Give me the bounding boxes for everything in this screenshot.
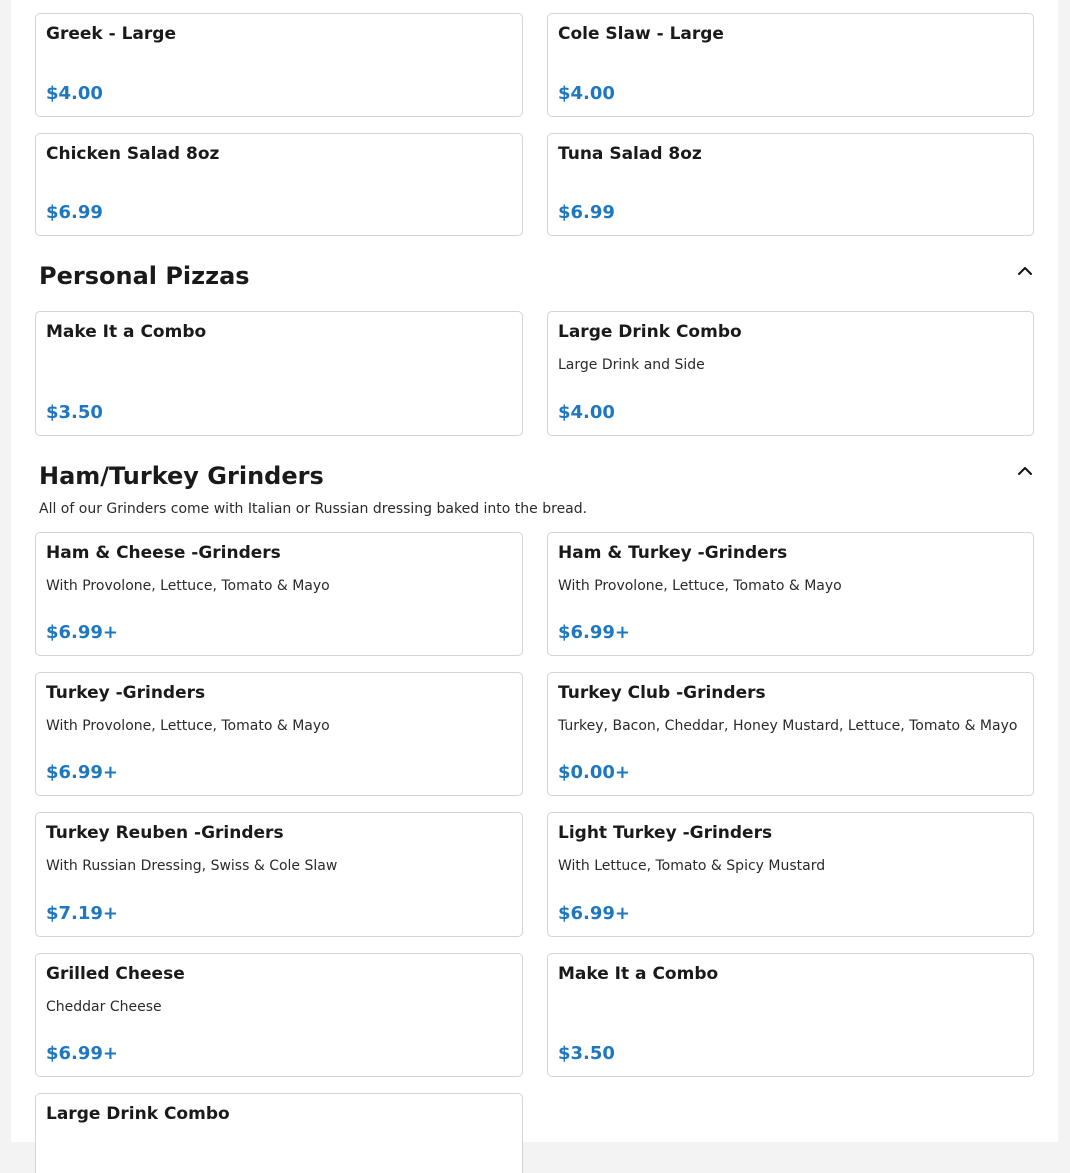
item-description: Turkey, Bacon, Cheddar, Honey Mustard, Lettuce, Tomato & Mayo (558, 718, 1018, 734)
item-price: $6.99+ (46, 762, 119, 783)
item-price: $6.99 (558, 202, 615, 223)
menu-item-card[interactable] (35, 812, 523, 937)
chevron-up-icon[interactable] (1016, 263, 1034, 277)
menu-page (11, 0, 1058, 1142)
menu-item-card[interactable] (35, 532, 523, 656)
item-price: $6.99+ (558, 903, 631, 924)
menu-item-card[interactable] (35, 13, 523, 117)
item-description: Cheddar Cheese (46, 999, 162, 1015)
item-name: Cole Slaw - Large (558, 24, 724, 44)
menu-item-card[interactable] (547, 672, 1034, 796)
item-description: With Provolone, Lettuce, Tomato & Mayo (46, 718, 330, 734)
section-description: All of our Grinders come with Italian or Russian dressing baked into the bread. (39, 501, 588, 517)
item-price: $6.99+ (558, 622, 631, 643)
item-price: $3.50 (558, 1043, 615, 1064)
menu-item-card[interactable] (547, 532, 1034, 656)
section-title-ham-turkey-grinders: Ham/Turkey Grinders (39, 462, 324, 490)
item-price: $6.99 (46, 202, 103, 223)
menu-item-card[interactable] (547, 311, 1034, 436)
item-price: $7.19+ (46, 903, 119, 924)
item-description: Large Drink and Side (558, 357, 705, 373)
section-title-personal-pizzas: Personal Pizzas (39, 262, 250, 290)
item-description: With Provolone, Lettuce, Tomato & Mayo (46, 578, 330, 594)
item-price: $6.99+ (46, 1043, 119, 1064)
item-name: Make It a Combo (558, 964, 719, 984)
item-name: Turkey -Grinders (46, 683, 206, 703)
item-name: Make It a Combo (46, 322, 207, 342)
item-price: $3.50 (46, 402, 103, 423)
item-price: $0.00+ (558, 762, 631, 783)
item-description: With Russian Dressing, Swiss & Cole Slaw (46, 858, 338, 874)
item-name: Grilled Cheese (46, 964, 185, 984)
item-description: With Provolone, Lettuce, Tomato & Mayo (558, 578, 842, 594)
menu-item-card[interactable] (35, 1093, 523, 1173)
menu-item-card[interactable] (35, 953, 523, 1077)
item-price: $4.00 (46, 83, 103, 104)
item-name: Large Drink Combo (46, 1104, 230, 1124)
menu-item-card[interactable] (547, 812, 1034, 937)
item-name: Large Drink Combo (558, 322, 742, 342)
item-name: Turkey Reuben -Grinders (46, 823, 284, 843)
item-name: Chicken Salad 8oz (46, 144, 220, 164)
item-description: With Lettuce, Tomato & Spicy Mustard (558, 858, 826, 874)
item-name: Light Turkey -Grinders (558, 823, 773, 843)
menu-item-card[interactable] (35, 311, 523, 436)
menu-item-card[interactable] (547, 13, 1034, 117)
item-price: $4.00 (558, 402, 615, 423)
menu-item-card[interactable] (35, 672, 523, 796)
item-price: $6.99+ (46, 622, 119, 643)
chevron-up-icon[interactable] (1016, 463, 1034, 477)
item-name: Ham & Turkey -Grinders (558, 543, 788, 563)
item-name: Turkey Club -Grinders (558, 683, 766, 703)
menu-item-card[interactable] (35, 133, 523, 236)
item-price: $4.00 (558, 83, 615, 104)
item-name: Greek - Large (46, 24, 176, 44)
menu-item-card[interactable] (547, 133, 1034, 236)
menu-item-card[interactable] (547, 953, 1034, 1077)
item-name: Ham & Cheese -Grinders (46, 543, 281, 563)
item-name: Tuna Salad 8oz (558, 144, 702, 164)
